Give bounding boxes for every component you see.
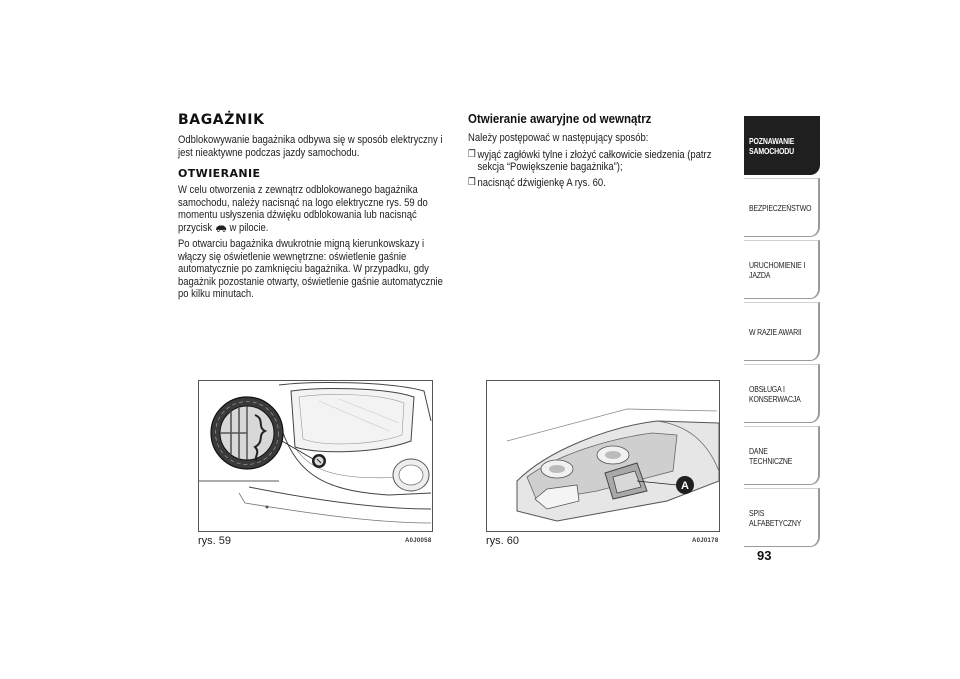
figure-59 (198, 380, 433, 532)
tab-bezpieczenstwo[interactable] (744, 178, 820, 237)
chapter-tabs (744, 116, 820, 550)
lighting-paragraph: Po otwarciu bagażnika dwukrotnie migną kierunkowskazy i włączy się oświetlenie wewnętrzne: oświetlenie gaśnie automatycznie po zamknięciu bagażnika. W przypadku, gdy bagażnik pozostanie otwarty, oświetlenie gaśnie automatycznie po kilku minutach. (178, 238, 443, 300)
tab-w-razie-awarii[interactable] (744, 302, 820, 361)
tab-uruchomienie-jazda[interactable] (744, 240, 820, 299)
tab-label: OBSŁUGA I KONSERWACJA (749, 383, 801, 404)
list-item-text: nacisnąć dźwigienkę A rys. 60. (477, 176, 606, 189)
figure-59-caption: rys. 59 (198, 535, 232, 547)
section-title: BAGAŻNIK (178, 112, 265, 128)
figure-60-caption: rys. 60 (486, 535, 520, 547)
tab-poznawanie-samochodu[interactable] (744, 116, 820, 175)
list-item (468, 177, 729, 190)
tab-label: URUCHOMIENIE I JAZDA (749, 259, 806, 280)
subsection-title: OTWIERANIE (178, 167, 261, 180)
emergency-heading: Otwieranie awaryjne od wewnątrz (468, 112, 652, 126)
figure-60 (486, 380, 720, 532)
emergency-intro: Należy postępować w następujący sposób: (468, 132, 649, 144)
tab-label: DANE TECHNICZNE (749, 445, 793, 466)
opening-text: W celu otworzenia z zewnątrz odblokowanego bagażnika samochodu, należy nacisnąć na logo elektryczne rys. 59 do momentu usłyszenia dźwięku odblokowania lub nacisnąć przycisk (178, 184, 428, 234)
tab-label: SPIS ALFABETYCZNY (749, 507, 802, 528)
trunk-logo-illustration (199, 381, 432, 531)
list-item-text: wyjąć zagłówki tylne i złożyć całkowicie siedzenia (patrz sekcja “Powiększenie bagażnika”); (477, 148, 712, 173)
bullet-mark: ❒ (468, 176, 476, 188)
tab-label: W RAZIE AWARII (749, 326, 802, 337)
intro-paragraph: Odblokowywanie bagażnika odbywa się w sposób elektryczny i jest nieaktywne podczas jazdy samochodu. (178, 134, 443, 159)
tab-label: POZNAWANIE SAMOCHODU (749, 135, 795, 156)
tab-spis-alfabetyczny[interactable] (744, 488, 820, 547)
figure-59-code: A0J0058 (405, 538, 432, 544)
figure-60-code: A0J0178 (692, 538, 719, 544)
page-number: 93 (757, 548, 772, 563)
list-item (468, 149, 729, 174)
tab-dane-techniczne[interactable] (744, 426, 820, 485)
bullet-mark: ❒ (468, 148, 476, 160)
right-column (468, 112, 730, 192)
tab-obsluga-konserwacja[interactable] (744, 364, 820, 423)
opening-paragraph (178, 184, 450, 234)
left-column (178, 112, 450, 305)
callout-a-label: A (681, 480, 689, 492)
tab-label: BEZPIECZEŃSTWO (749, 202, 812, 213)
emergency-lever-illustration (487, 381, 719, 531)
trunk-button-icon (215, 224, 227, 232)
opening-text-end: w pilocie. (229, 221, 269, 234)
